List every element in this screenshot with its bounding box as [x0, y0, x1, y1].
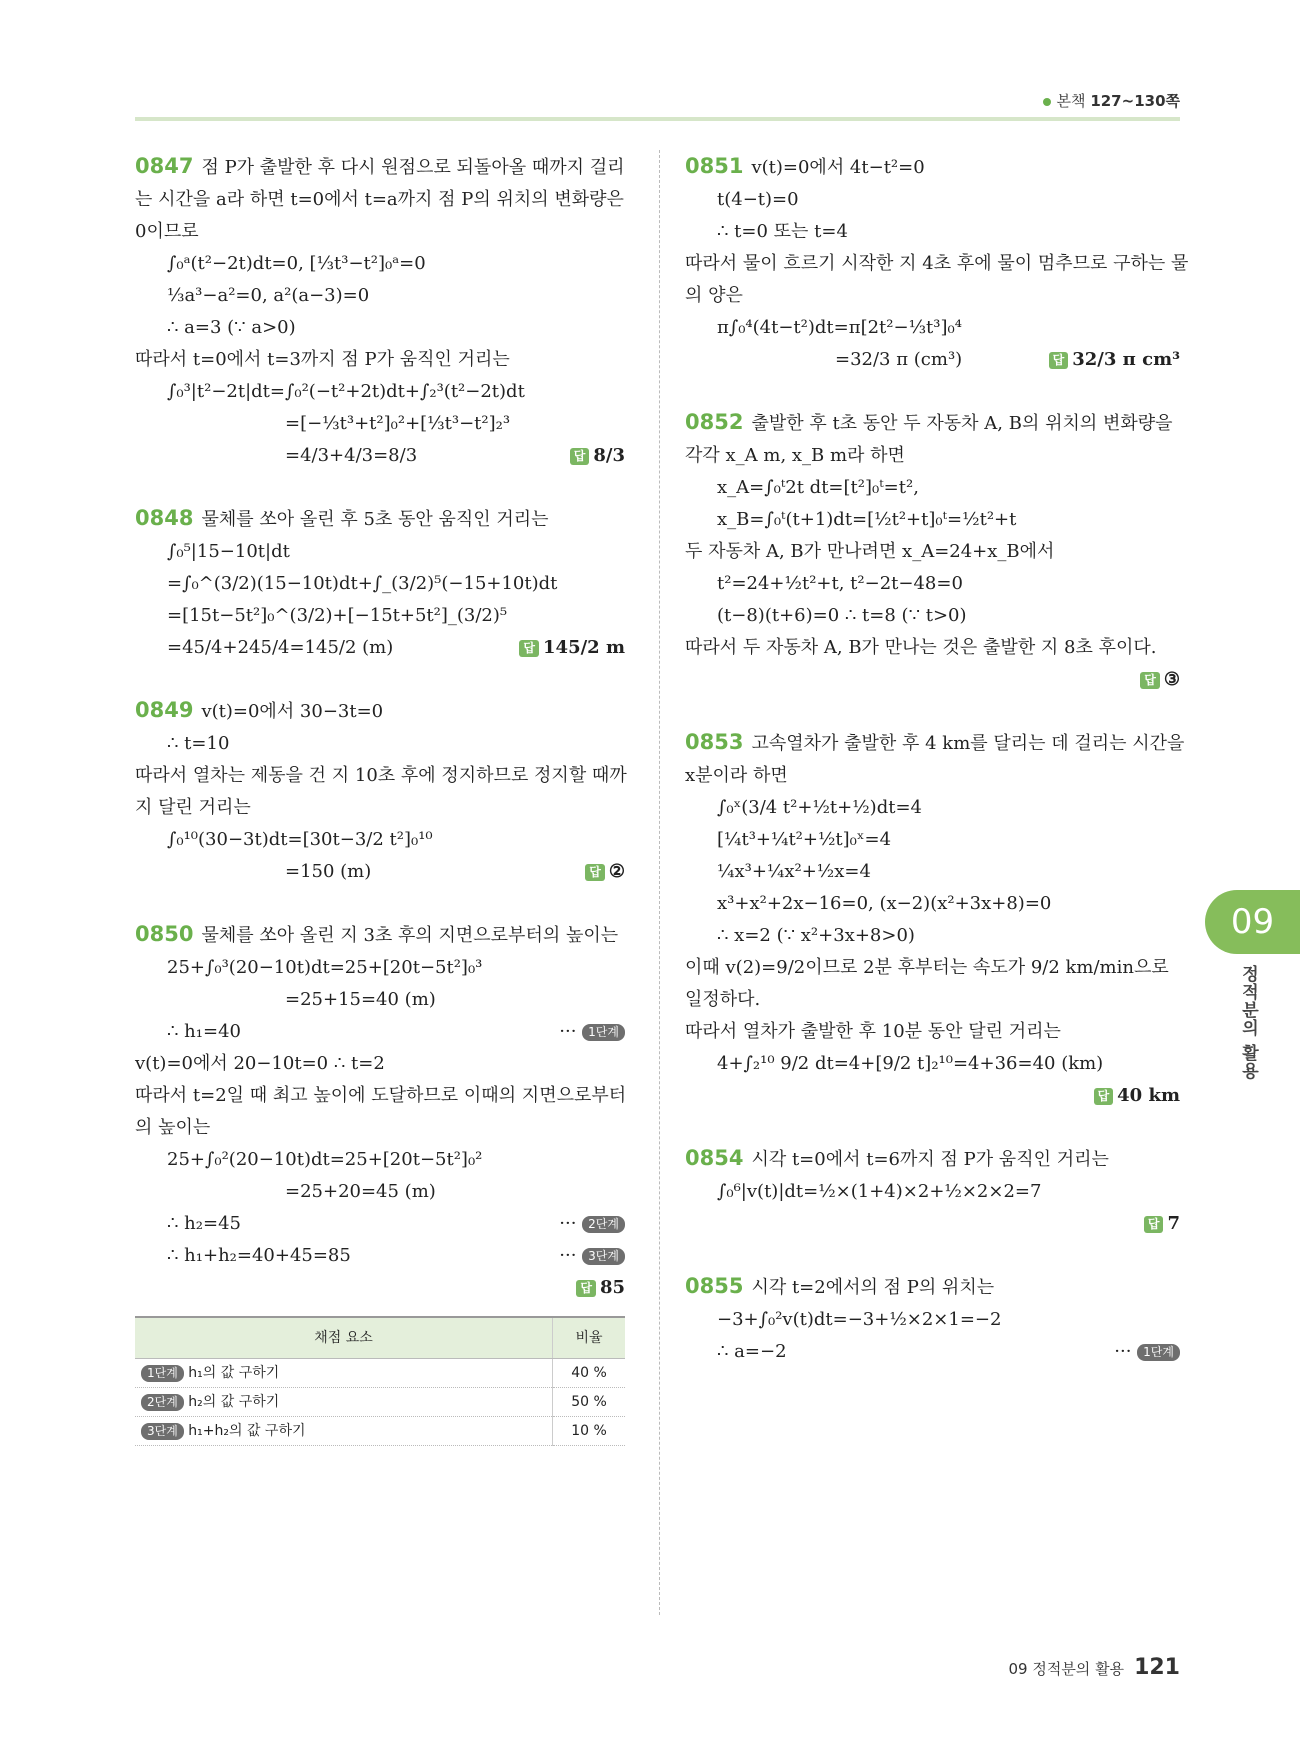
text-line: x분이라 하면	[685, 765, 788, 786]
problem-number: 0853	[685, 730, 744, 754]
text-line: 따라서 t=2일 때 최고 높이에 도달하므로 이때의 지면으로부터	[135, 1085, 627, 1106]
problem-0848	[135, 502, 625, 664]
math-line: t(4−t)=0	[717, 189, 799, 210]
problem-0854	[685, 1142, 1180, 1240]
math-line: ¼x³+¼x²+½x=4	[717, 861, 871, 882]
problem-number: 0854	[685, 1146, 744, 1170]
math-line: x³+x²+2x−16=0, (x−2)(x²+3x+8)=0	[717, 893, 1052, 914]
math-line: =∫₀^(3/2)(15−10t)dt+∫_(3/2)⁵(−15+10t)dt	[167, 573, 558, 594]
page-header	[1043, 90, 1180, 111]
answer-badge: 답	[576, 1280, 596, 1297]
text-line: 일정하다.	[685, 989, 761, 1010]
math-line: ∴ h₁=40	[167, 1021, 241, 1042]
math-line: ∫₀³|t²−2t|dt=∫₀²(−t²+2t)dt+∫₂³(t²−2t)dt	[167, 381, 525, 402]
problem-0853	[685, 726, 1185, 1112]
step-marker: ··· 1단계	[1114, 1336, 1180, 1368]
answer	[135, 1272, 625, 1304]
problem-number: 0852	[685, 410, 744, 434]
text-line: 지 달린 거리는	[135, 797, 251, 818]
math-line: ∴ x=2 (∵ x²+3x+8>0)	[717, 925, 915, 946]
answer-value: ③	[1163, 669, 1180, 690]
text-line: v(t)=0에서 4t−t²=0	[751, 157, 925, 178]
text-line: 따라서 t=0에서 t=3까지 점 P가 움직인 거리는	[135, 349, 510, 370]
step-badge: 3단계	[141, 1423, 184, 1440]
answer-value: 32/3 π cm³	[1072, 349, 1180, 370]
table-cell: h₁의 값 구하기	[188, 1365, 280, 1381]
answer	[1049, 344, 1180, 376]
math-line: ∴ h₁+h₂=40+45=85	[167, 1245, 351, 1266]
answer-value: 85	[599, 1277, 625, 1298]
answer-badge: 답	[1049, 352, 1069, 369]
answer	[570, 440, 625, 472]
header-pages: 127~130쪽	[1090, 92, 1180, 110]
text-line: 시각 t=2에서의 점 P의 위치는	[751, 1277, 995, 1298]
answer-badge: 답	[1144, 1216, 1164, 1233]
problem-number: 0855	[685, 1274, 744, 1298]
problem-0849	[135, 694, 625, 888]
math-line: =32/3 π (cm³)	[835, 349, 963, 370]
math-line: ∴ a=3 (∵ a>0)	[167, 317, 296, 338]
right-column	[685, 150, 1189, 1368]
text-line: v(t)=0에서 20−10t=0 ∴ t=2	[135, 1053, 385, 1074]
text-line: 출발한 후 t초 동안 두 자동차 A, B의 위치의 변화량을	[751, 413, 1173, 434]
text-line: 따라서 두 자동차 A, B가 만나는 것은 출발한 지 8초 후이다.	[685, 637, 1157, 658]
table-row	[135, 1388, 625, 1417]
step-badge: 1단계	[141, 1365, 184, 1382]
bullet-icon	[1043, 98, 1051, 106]
math-line: π∫₀⁴(4t−t²)dt=π[2t²−⅓t³]₀⁴	[717, 317, 962, 338]
text-line: 는 시간을 a라 하면 t=0에서 t=a까지 점 P의 위치의 변화량은	[135, 189, 624, 210]
answer	[685, 664, 1180, 696]
table-header: 채점 요소	[135, 1317, 553, 1359]
chapter-tab-title: 정적분의 활용	[1238, 965, 1258, 1080]
math-line: ⅓a³−a²=0, a²(a−3)=0	[167, 285, 370, 306]
step-marker: ··· 2단계	[559, 1208, 625, 1240]
math-line: =25+15=40 (m)	[285, 989, 436, 1010]
problem-number: 0850	[135, 922, 194, 946]
column-divider	[659, 150, 660, 1615]
math-line: 25+∫₀³(20−10t)dt=25+[20t−5t²]₀³	[167, 957, 483, 978]
text-line: 물체를 쏘아 올린 지 3초 후의 지면으로부터의 높이는	[201, 925, 619, 946]
problem-0855	[685, 1270, 1180, 1368]
math-line: ∫₀⁶|v(t)|dt=½×(1+4)×2+½×2×2=7	[717, 1181, 1042, 1202]
table-header: 비율	[553, 1317, 626, 1359]
page-footer	[1008, 1655, 1180, 1680]
answer-badge: 답	[1140, 672, 1160, 689]
problem-number: 0849	[135, 698, 194, 722]
table-row	[135, 1359, 625, 1388]
problem-number: 0848	[135, 506, 194, 530]
math-line: x_B=∫₀ᵗ(t+1)dt=[½t²+t]₀ᵗ=½t²+t	[717, 509, 1017, 530]
table-row	[135, 1417, 625, 1446]
answer	[685, 1080, 1180, 1112]
text-line: 0이므로	[135, 221, 199, 242]
problem-0847	[135, 150, 625, 472]
answer	[585, 856, 625, 888]
problem-0851	[685, 150, 1189, 376]
answer-badge: 답	[519, 640, 539, 657]
step-badge: 1단계	[582, 1024, 625, 1041]
math-line: =150 (m)	[285, 861, 372, 882]
step-badge: 2단계	[141, 1394, 184, 1411]
math-line: ∫₀ᵃ(t²−2t)dt=0, [⅓t³−t²]₀ᵃ=0	[167, 253, 426, 274]
text-line: 따라서 열차는 제동을 건 지 10초 후에 정지하므로 정지할 때까	[135, 765, 627, 786]
math-line: ∫₀ˣ(3/4 t²+½t+½)dt=4	[717, 797, 922, 818]
header-book: 본책	[1056, 92, 1086, 110]
text-line: 따라서 열차가 출발한 후 10분 동안 달린 거리는	[685, 1021, 1061, 1042]
text-line: 이때 v(2)=9/2이므로 2분 후부터는 속도가 9/2 km/min으로	[685, 957, 1169, 978]
math-line: =[−⅓t³+t²]₀²+[⅓t³−t²]₂³	[285, 413, 511, 434]
math-line: t²=24+½t²+t, t²−2t−48=0	[717, 573, 963, 594]
table-cell: h₁+h₂의 값 구하기	[188, 1423, 306, 1439]
math-line: ∴ a=−2	[717, 1341, 787, 1362]
math-line: ∴ h₂=45	[167, 1213, 241, 1234]
answer-value: 7	[1167, 1213, 1180, 1234]
math-line: ∴ t=0 또는 t=4	[717, 221, 848, 242]
answer-badge: 답	[570, 448, 590, 465]
answer-value: 145/2 m	[543, 637, 625, 658]
text-line: 시각 t=0에서 t=6까지 점 P가 움직인 거리는	[751, 1149, 1109, 1170]
answer-badge: 답	[1094, 1088, 1114, 1105]
text-line: 의 양은	[685, 285, 743, 306]
text-line: 점 P가 출발한 후 다시 원점으로 되돌아올 때까지 걸리	[201, 157, 625, 178]
math-line: 4+∫₂¹⁰ 9/2 dt=4+[9/2 t]₂¹⁰=4+36=40 (km)	[717, 1053, 1104, 1074]
table-cell: 50 %	[553, 1388, 626, 1417]
answer-value: 40 km	[1117, 1085, 1180, 1106]
header-rule	[135, 117, 1180, 121]
answer-value: ②	[608, 861, 625, 882]
chapter-tab: 09	[1205, 890, 1300, 954]
math-line: x_A=∫₀ᵗ2t dt=[t²]₀ᵗ=t²,	[717, 477, 919, 498]
math-line: ∫₀¹⁰(30−3t)dt=[30t−3/2 t²]₀¹⁰	[167, 829, 433, 850]
answer-badge: 답	[585, 864, 605, 881]
problem-number: 0847	[135, 154, 194, 178]
text-line: 물체를 쏘아 올린 후 5초 동안 움직인 거리는	[201, 509, 549, 530]
answer	[519, 632, 625, 664]
table-cell: 40 %	[553, 1359, 626, 1388]
text-line: 따라서 물이 흐르기 시작한 지 4초 후에 물이 멈추므로 구하는 물	[685, 253, 1189, 274]
footer-chapter: 09 정적분의 활용	[1008, 1660, 1125, 1678]
step-badge: 3단계	[582, 1248, 625, 1265]
math-line: =4/3+4/3=8/3	[285, 445, 418, 466]
math-line: ∫₀⁵|15−10t|dt	[167, 541, 290, 562]
math-line: =45/4+245/4=145/2 (m)	[167, 637, 394, 658]
text-line: 각각 x_A m, x_B m라 하면	[685, 445, 905, 466]
step-marker: ··· 1단계	[559, 1016, 625, 1048]
table-cell: h₂의 값 구하기	[188, 1394, 280, 1410]
table-cell: 10 %	[553, 1417, 626, 1446]
text-line: v(t)=0에서 30−3t=0	[201, 701, 384, 722]
math-line: 25+∫₀²(20−10t)dt=25+[20t−5t²]₀²	[167, 1149, 483, 1170]
math-line: =[15t−5t²]₀^(3/2)+[−15t+5t²]_(3/2)⁵	[167, 605, 508, 626]
answer-value: 8/3	[593, 445, 625, 466]
math-line: −3+∫₀²v(t)dt=−3+½×2×1=−2	[717, 1309, 1002, 1330]
text-line: 고속열차가 출발한 후 4 km를 달리는 데 걸리는 시간을	[751, 733, 1185, 754]
text-line: 두 자동차 A, B가 만나려면 x_A=24+x_B에서	[685, 541, 1055, 562]
left-column	[135, 150, 625, 1446]
page-number: 121	[1134, 1655, 1180, 1680]
math-line: =25+20=45 (m)	[285, 1181, 436, 1202]
answer	[685, 1208, 1180, 1240]
step-badge: 1단계	[1137, 1344, 1180, 1361]
math-line: [¼t³+¼t²+½t]₀ˣ=4	[717, 829, 892, 850]
problem-0850	[135, 918, 625, 1304]
problem-number: 0851	[685, 154, 744, 178]
text-line: 의 높이는	[135, 1117, 211, 1138]
step-marker: ··· 3단계	[559, 1240, 625, 1272]
problem-0852	[685, 406, 1180, 696]
step-badge: 2단계	[582, 1216, 625, 1233]
math-line: ∴ t=10	[167, 733, 230, 754]
scoring-table	[135, 1316, 625, 1446]
math-line: (t−8)(t+6)=0 ∴ t=8 (∵ t>0)	[717, 605, 967, 626]
